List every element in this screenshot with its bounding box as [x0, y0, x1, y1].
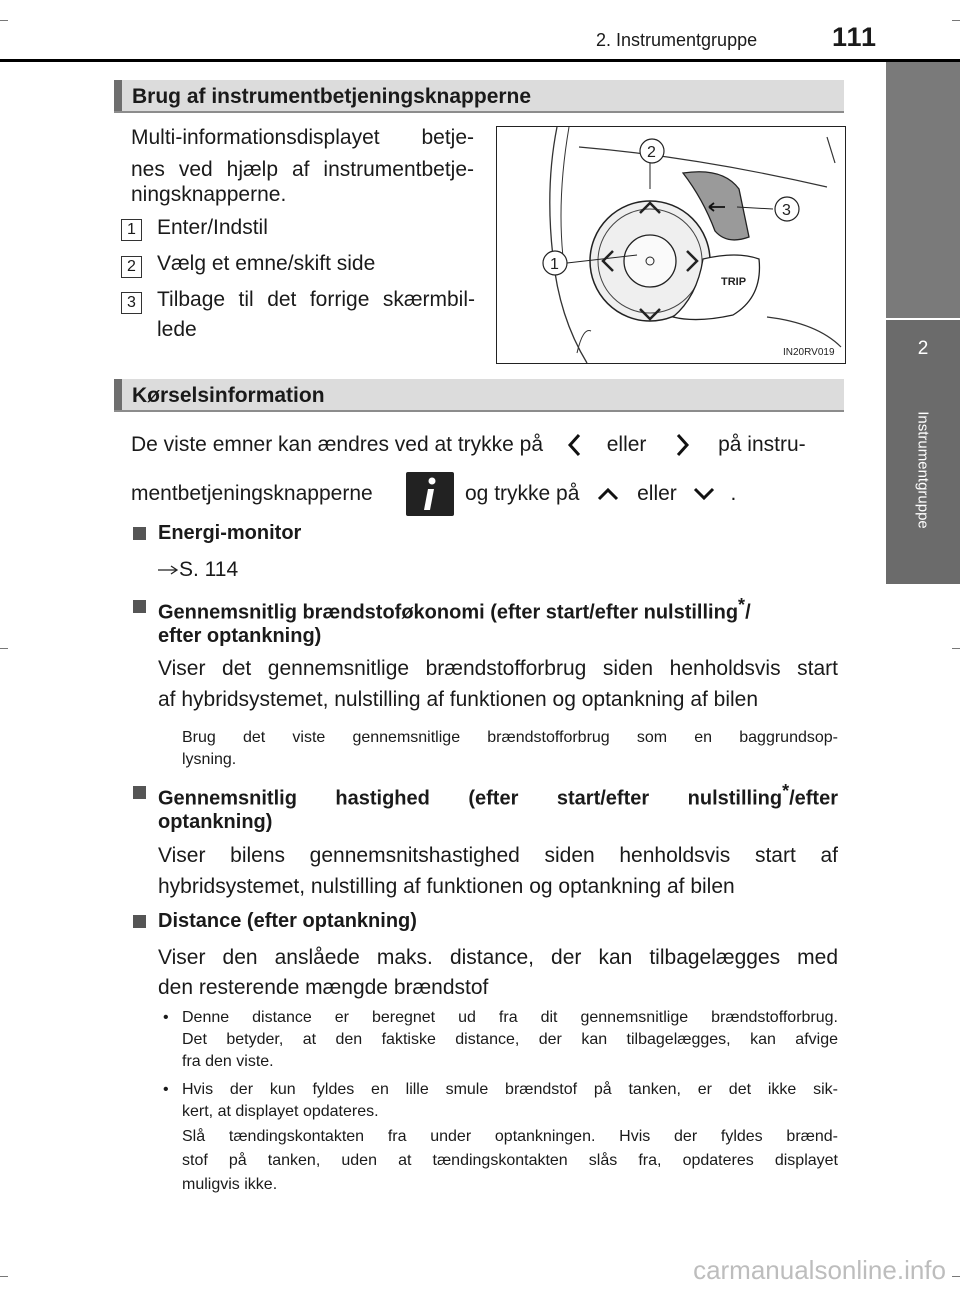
figure-code: IN20RV019 — [783, 347, 835, 358]
intro-text: mentbetjeningsknapperne — [131, 482, 373, 505]
section-heading-buttons — [114, 80, 844, 113]
item-desc: Viser den anslåede maks. distance, der kan tilbagelægges med — [158, 946, 838, 969]
crop-mark — [0, 1276, 8, 1277]
bullet-text: Det betyder, at den faktiske distance, der kan tilbagelægges, kan afvige — [182, 1031, 838, 1048]
item-note: Brug det viste gennemsnitlige brændstofforbrug som en baggrundsop- — [182, 729, 838, 746]
page-reference-text: S. 114 — [179, 558, 239, 581]
intro-line — [465, 478, 736, 510]
steering-switch-figure — [496, 126, 846, 364]
asterisk: * — [782, 781, 790, 801]
section-heading-driving-info — [114, 379, 844, 412]
square-bullet — [133, 786, 146, 799]
info-display-icon — [406, 472, 454, 516]
item-heading: optankning) — [158, 811, 273, 833]
square-bullet — [133, 915, 146, 928]
callout-1: 1 — [550, 256, 559, 273]
bullet-text: muligvis ikke. — [182, 1176, 278, 1193]
intro-line: ningsknapperne. — [131, 183, 287, 206]
item-heading-part: Gennemsnitlig brændstoføkonomi (efter start/efter nulstilling — [158, 601, 739, 624]
or-text: eller — [606, 433, 647, 456]
square-bullet — [133, 600, 146, 613]
chevron-up-icon — [595, 484, 621, 504]
item-note: lysning. — [182, 751, 237, 768]
chapter-label: Instrumentgruppe — [914, 411, 932, 529]
crop-mark — [0, 20, 8, 21]
arrow-right-icon — [157, 564, 179, 576]
intro-text: De viste emner kan ændres ved at trykke på — [131, 433, 544, 456]
steering-switch-illustration — [497, 127, 845, 363]
bullet-text: Denne distance er beregnet ud fra dit gennemsnitlige brændstofforbrug. — [182, 1009, 838, 1026]
running-header-section: 2. Instrumentgruppe — [596, 30, 758, 50]
bullet-text: Slå tændingskontakten fra under optankningen. Hvis der fyldes brænd- — [182, 1128, 838, 1145]
item-heading-part: / — [745, 601, 751, 624]
crop-mark — [952, 648, 960, 649]
list-item-text: Tilbage til det forrige skærmbil- — [157, 288, 475, 311]
list-item-text: lede — [157, 318, 197, 341]
intro-text: på instru- — [718, 433, 806, 456]
item-desc: den resterende mængde brændstof — [158, 976, 489, 999]
heading-accent — [114, 379, 122, 410]
callout-3: 3 — [782, 202, 791, 219]
crop-mark — [952, 20, 960, 21]
page-number: 111 — [832, 22, 878, 52]
crop-mark — [952, 1276, 960, 1277]
bullet-text: Hvis der kun fyldes en lille smule brændstof på tanken, er det ikke sik- — [182, 1081, 838, 1098]
bullet-dot: • — [163, 1081, 169, 1098]
chevron-right-icon — [668, 431, 696, 459]
crop-mark — [0, 648, 8, 649]
chevron-left-icon — [561, 431, 589, 459]
callout-2: 2 — [647, 144, 656, 161]
intro-text: og trykke på — [465, 482, 580, 505]
bullet-text: fra den viste. — [182, 1053, 274, 1070]
bullet-text: kert, at displayet opdateres. — [182, 1103, 379, 1120]
item-heading: Energi-monitor — [158, 522, 302, 544]
section-title: Brug af instrumentbetjeningsknapperne — [132, 85, 532, 108]
trip-button-label: TRIP — [721, 276, 747, 288]
chevron-down-icon — [691, 484, 717, 504]
intro-end: . — [730, 482, 737, 505]
or-text: eller — [637, 482, 677, 505]
asterisk: * — [738, 595, 746, 615]
section-title: Kørselsinformation — [132, 384, 325, 407]
item-heading: efter optankning) — [158, 625, 322, 647]
item-desc: af hybridsystemet, nulstilling af funktionen og optankning af bilen — [158, 688, 759, 711]
bullet-dot: • — [163, 1009, 169, 1026]
header-rule — [0, 59, 960, 62]
item-desc: Viser bilens gennemsnitshastighed siden henholdsvis start af — [158, 844, 838, 867]
heading-accent — [114, 80, 122, 111]
intro-line: nes ved hjælp af instrumentbetje- — [131, 158, 474, 181]
list-item-text: Vælg et emne/skift side — [157, 252, 376, 275]
item-desc: hybridsystemet, nulstilling af funktionen og optankning af bilen — [158, 875, 735, 898]
item-heading: Distance (efter optankning) — [158, 910, 417, 932]
square-bullet — [133, 527, 146, 540]
chapter-number: 2 — [917, 338, 929, 359]
item-number-box: 1 — [121, 219, 142, 241]
item-desc: Viser det gennemsnitlige brændstofforbrug siden henholdsvis start — [158, 657, 838, 680]
bullet-text: stof på tanken, uden at tændingskontakten slås fra, opdateres displayet — [182, 1152, 838, 1169]
chapter-tab[interactable] — [886, 320, 960, 584]
page-reference[interactable] — [157, 554, 238, 586]
intro-line: Multi-informationsdisplayet betje- — [131, 126, 474, 149]
item-heading-part: Gennemsnitlig hastighed (efter start/efter nulstilling — [158, 787, 783, 810]
list-item-text: Enter/Indstil — [157, 216, 268, 239]
watermark: carmanualsonline.info — [693, 1255, 946, 1285]
item-heading-part: /efter — [789, 787, 838, 810]
side-tab-upper — [886, 62, 960, 318]
item-number-box: 2 — [121, 256, 142, 278]
intro-line — [131, 429, 806, 461]
item-number-box: 3 — [121, 292, 142, 314]
